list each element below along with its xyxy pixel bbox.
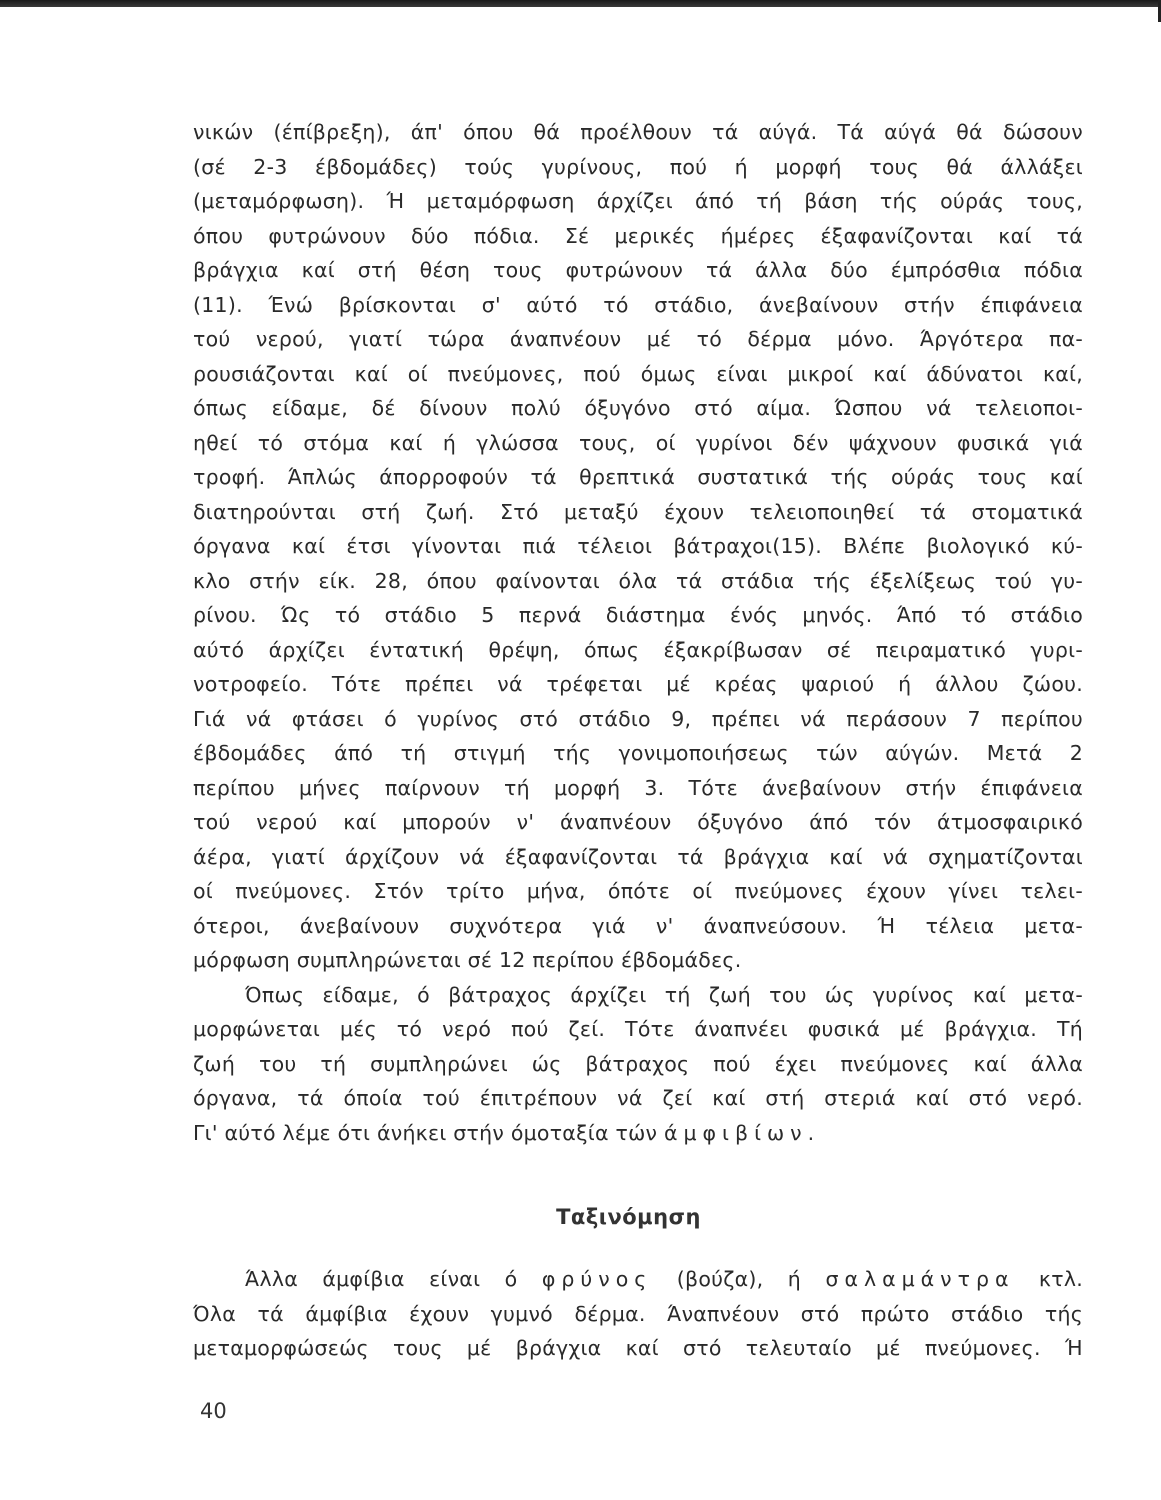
- section-heading-text: Ταξινόμηση: [556, 1205, 701, 1229]
- text-line: νικών (έπίβρεξη), άπ' όπου θά προέλθουν τά αύγά. Τά αύγά θά δώσουν: [193, 120, 1083, 144]
- text-line: Όπως είδαμε, ό βάτραχος άρχίζει τή ζωή του ώς γυρίνος καί μετα-: [245, 982, 1083, 1007]
- text-line: τροφή. Άπλώς άπορροφούν τά θρεπτικά συστατικά τής ούράς τους καί: [193, 465, 1083, 489]
- text-line: διατηρούνται στή ζωή. Στό μεταξύ έχουν τελειοποιηθεί τά στοματικά: [193, 499, 1083, 524]
- text-line: νοτροφείο. Τότε πρέπει νά τρέφεται μέ κρέας ψαριού ή άλλου ζώου.: [193, 672, 1083, 696]
- text-line: μόρφωση συμπληρώνεται σέ 12 περίπου έβδομάδες.: [193, 948, 742, 972]
- section-heading: [0, 1205, 1161, 1229]
- text-segment: Άλλα άμφίβια είναι ό: [245, 1267, 518, 1291]
- text-line: ηθεί τό στόμα καί ή γλώσσα τους, οί γυρίνοι δέν ψάχνουν φυσικά γιά: [193, 430, 1083, 455]
- text-line: (μεταμόρφωση). Ή μεταμόρφωση άρχίζει άπό τή βάση τής ούράς τους,: [193, 189, 1083, 213]
- text-line: οί πνεύμονες. Στόν τρίτο μήνα, όπότε οί πνεύμονες έχουν γίνει τελει-: [193, 879, 1083, 903]
- text-line: κλο στήν είκ. 28, όπου φαίνονται όλα τά στάδια τής έξελίξεως τού γυ-: [193, 568, 1083, 593]
- text-line: όπου φυτρώνουν δύο πόδια. Σέ μερικές ήμέρες έξαφανίζονται καί τά: [193, 223, 1083, 248]
- text-line: ζωή του τή συμπληρώνει ώς βάτραχος πού έχει πνεύμονες καί άλλα: [193, 1051, 1083, 1076]
- body-text-section2: [193, 1262, 1083, 1366]
- text-segment: .: [807, 1120, 815, 1145]
- text-line: έβδομάδες άπό τή στιγμή τής γονιμοποιήσεως τών αύγών. Μετά 2: [193, 741, 1083, 765]
- text-line: τού νερού, γιατί τώρα άναπνέουν μέ τό δέρμα μόνο. Άργότερα πα-: [193, 327, 1083, 351]
- text-line: ρίνου. Ώς τό στάδιο 5 περνά διάστημα ένός μηνός. Άπό τό στάδιο: [193, 603, 1083, 627]
- text-segment: (βούζα), ή: [676, 1267, 802, 1291]
- spaced-term: σαλαμάντρα: [825, 1267, 1015, 1291]
- text-line: άέρα, γιατί άρχίζουν νά έξαφανίζονται τά βράγχια καί νά σχηματίζονται: [193, 844, 1083, 869]
- text-segment: κτλ.: [1038, 1267, 1083, 1291]
- text-line: μορφώνεται μές τό νερό πού ζεί. Τότε άναπνέει φυσικά μέ βράγχια. Τή: [193, 1017, 1083, 1041]
- text-line: αύτό άρχίζει έντατική θρέψη, όπως έξακρίβωσαν σέ πειραματικό γυρι-: [193, 637, 1083, 662]
- text-line: βράγχια καί στή θέση τους φυτρώνουν τά άλλα δύο έμπρόσθια πόδια: [193, 258, 1083, 282]
- text-line: (11). Ένώ βρίσκονται σ' αύτό τό στάδιο, άνεβαίνουν στήν έπιφάνεια: [193, 292, 1083, 317]
- text-line: ότεροι, άνεβαίνουν συχνότερα γιά ν' άναπνεύσουν. Ή τέλεια μετα-: [193, 913, 1083, 938]
- text-line: (σέ 2-3 έβδομάδες) τούς γυρίνους, πού ή μορφή τους θά άλλάξει: [193, 154, 1083, 179]
- text-line: περίπου μήνες παίρνουν τή μορφή 3. Τότε άνεβαίνουν στήν έπιφάνεια: [193, 775, 1083, 800]
- text-line: [193, 1116, 1083, 1151]
- text-line: Γιά νά φτάσει ό γυρίνος στό στάδιο 9, πρέπει νά περάσουν 7 περίπου: [193, 706, 1083, 731]
- scan-top-edge: [0, 0, 1161, 7]
- text-line: [193, 1262, 1083, 1297]
- page-number: 40: [200, 1399, 227, 1423]
- text-line: όπως είδαμε, δέ δίνουν πολύ όξυγόνο στό αίμα. Ώσπου νά τελειοποι-: [193, 396, 1083, 420]
- spaced-term: άμφιβίων: [663, 1120, 808, 1145]
- text-line: μεταμορφώσεώς τους μέ βράγχια καί στό τελευταίο μέ πνεύμονες. Ή: [193, 1336, 1083, 1360]
- text-line: όργανα, τά όποία τού έπιτρέπουν νά ζεί καί στή στεριά καί στό νερό.: [193, 1086, 1083, 1110]
- text-line: ρουσιάζονται καί οί πνεύμονες, πού όμως είναι μικροί καί άδύνατοι καί,: [193, 361, 1083, 386]
- spaced-term: φρύνος: [541, 1267, 653, 1291]
- text-line: Όλα τά άμφίβια έχουν γυμνό δέρμα. Άναπνέουν στό πρώτο στάδιο τής: [193, 1301, 1083, 1326]
- body-text: [193, 115, 1083, 1150]
- text-line: τού νερού καί μπορούν ν' άναπνέουν όξυγόνο άπό τόν άτμοσφαιρικό: [193, 810, 1083, 834]
- text-segment: Γι' αύτό λέμε ότι άνήκει στήν όμοταξία τών: [193, 1120, 658, 1145]
- text-line: όργανα καί έτσι γίνονται πιά τέλειοι βάτραχοι(15). Βλέπε βιολογικό κύ-: [193, 534, 1083, 558]
